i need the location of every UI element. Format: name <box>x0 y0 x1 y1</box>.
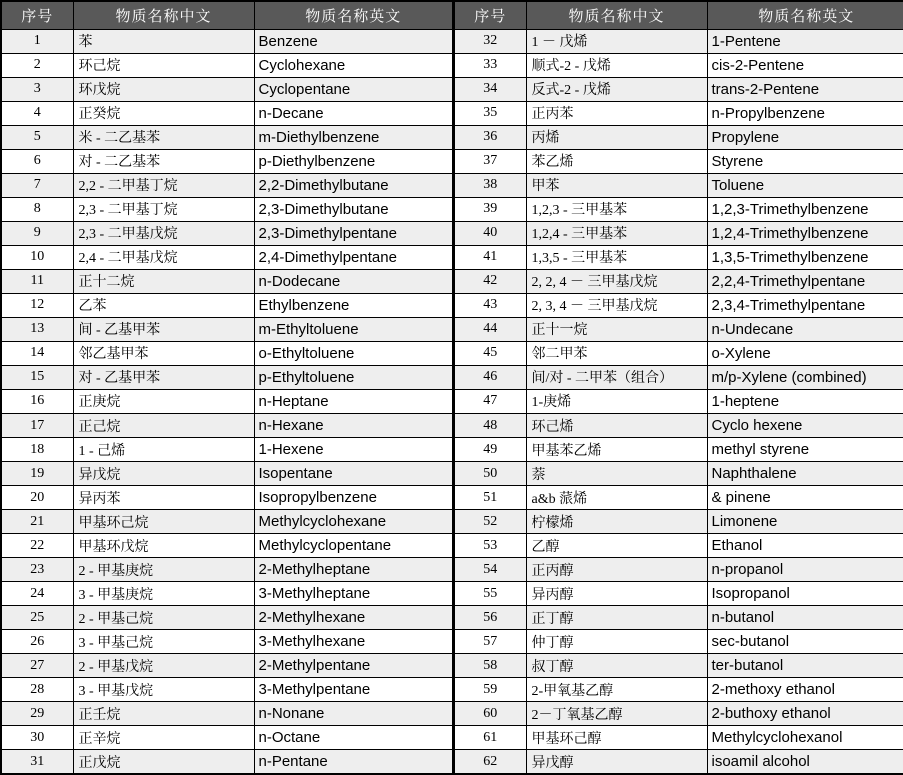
row-number-cell: 16 <box>1 389 73 413</box>
row-number-cell: 2 <box>1 53 73 77</box>
row-number-cell: 20 <box>1 486 73 510</box>
cn-name-cell: 环戊烷 <box>73 77 254 101</box>
row-number-cell: 14 <box>1 341 73 365</box>
header-row <box>454 1 903 29</box>
en-name-cell: Methylcyclohexane <box>254 510 453 534</box>
table-row <box>454 101 903 125</box>
cn-name-cell: 苯 <box>73 29 254 53</box>
cn-name-cell: 2,4 - 二甲基戊烷 <box>73 245 254 269</box>
table-row <box>454 558 903 582</box>
en-name-cell: Isopropanol <box>707 582 903 606</box>
en-name-cell: 2-Methylheptane <box>254 558 453 582</box>
table-row <box>1 221 453 245</box>
table-row <box>454 245 903 269</box>
row-number-cell: 59 <box>454 678 526 702</box>
cn-name-cell: 叔丁醇 <box>526 654 707 678</box>
en-name-cell: Ethanol <box>707 534 903 558</box>
row-number-cell: 39 <box>454 197 526 221</box>
cn-name-cell: 1,2,4 - 三甲基苯 <box>526 221 707 245</box>
en-name-cell: n-Propylbenzene <box>707 101 903 125</box>
table-row <box>1 173 453 197</box>
en-name-cell: Limonene <box>707 510 903 534</box>
row-number-cell: 32 <box>454 29 526 53</box>
row-number-cell: 55 <box>454 582 526 606</box>
row-number-cell: 37 <box>454 149 526 173</box>
en-name-cell: 1,3,5-Trimethylbenzene <box>707 245 903 269</box>
cn-name-cell: 环己烷 <box>73 53 254 77</box>
row-number-cell: 58 <box>454 654 526 678</box>
en-name-cell: Methylcyclopentane <box>254 534 453 558</box>
row-number-cell: 34 <box>454 77 526 101</box>
en-name-cell: Isopentane <box>254 462 453 486</box>
cn-name-cell: 异丙醇 <box>526 582 707 606</box>
table-row <box>1 77 453 101</box>
cn-name-cell: 正庚烷 <box>73 389 254 413</box>
row-number-cell: 41 <box>454 245 526 269</box>
row-number-cell: 48 <box>454 414 526 438</box>
row-number-cell: 9 <box>1 221 73 245</box>
row-number-cell: 47 <box>454 389 526 413</box>
table-row <box>1 486 453 510</box>
en-name-cell: 2,4-Dimethylpentane <box>254 245 453 269</box>
cn-name-cell: 正丁醇 <box>526 606 707 630</box>
table-row <box>1 149 453 173</box>
row-number-cell: 53 <box>454 534 526 558</box>
cn-name-cell: 邻二甲苯 <box>526 341 707 365</box>
row-number-cell: 7 <box>1 173 73 197</box>
en-name-cell: 2-buthoxy ethanol <box>707 702 903 726</box>
en-name-cell: 1,2,4-Trimethylbenzene <box>707 221 903 245</box>
en-name-cell: Cyclopentane <box>254 77 453 101</box>
table-row <box>454 293 903 317</box>
cn-name-cell: 2 - 甲基己烷 <box>73 606 254 630</box>
en-name-cell: Cyclo hexene <box>707 414 903 438</box>
row-number-cell: 51 <box>454 486 526 510</box>
table-row <box>454 221 903 245</box>
cn-name-cell: 正己烷 <box>73 414 254 438</box>
row-number-cell: 54 <box>454 558 526 582</box>
row-number-cell: 4 <box>1 101 73 125</box>
cn-name-cell: 1,2,3 - 三甲基苯 <box>526 197 707 221</box>
row-number-cell: 1 <box>1 29 73 53</box>
table-row <box>1 101 453 125</box>
table-row <box>1 750 453 774</box>
cn-name-cell: 2－丁氧基乙醇 <box>526 702 707 726</box>
table-row <box>1 293 453 317</box>
row-number-cell: 13 <box>1 317 73 341</box>
cn-name-cell: 异丙苯 <box>73 486 254 510</box>
header-row <box>1 1 453 29</box>
en-name-cell: n-Hexane <box>254 414 453 438</box>
table-row <box>454 149 903 173</box>
cn-name-cell: 正丙醇 <box>526 558 707 582</box>
table-row <box>1 558 453 582</box>
row-number-cell: 15 <box>1 365 73 389</box>
table-row <box>454 654 903 678</box>
en-name-cell: 1-Pentene <box>707 29 903 53</box>
table-row <box>454 702 903 726</box>
cn-name-cell: 仲丁醇 <box>526 630 707 654</box>
table-row <box>454 582 903 606</box>
cn-name-cell: 1 - 己烯 <box>73 438 254 462</box>
table-row <box>1 125 453 149</box>
table-row <box>454 53 903 77</box>
row-number-cell: 12 <box>1 293 73 317</box>
row-number-cell: 61 <box>454 726 526 750</box>
en-name-cell: Propylene <box>707 125 903 149</box>
table-row <box>454 462 903 486</box>
row-number-cell: 49 <box>454 438 526 462</box>
table-row <box>454 77 903 101</box>
table-row <box>454 317 903 341</box>
row-number-cell: 43 <box>454 293 526 317</box>
table-row <box>454 486 903 510</box>
row-number-cell: 40 <box>454 221 526 245</box>
cn-name-cell: 2, 2, 4 － 三甲基戊烷 <box>526 269 707 293</box>
column-header-cn: 物质名称中文 <box>526 1 707 29</box>
table-row <box>1 534 453 558</box>
cn-name-cell: 1-庚烯 <box>526 389 707 413</box>
table-row <box>454 438 903 462</box>
table-row <box>1 438 453 462</box>
cn-name-cell: 环己烯 <box>526 414 707 438</box>
cn-name-cell: 米 - 二乙基苯 <box>73 125 254 149</box>
cn-name-cell: 1 － 戊烯 <box>526 29 707 53</box>
column-header-no: 序号 <box>454 1 526 29</box>
en-name-cell: 3-Methylheptane <box>254 582 453 606</box>
row-number-cell: 5 <box>1 125 73 149</box>
table-row <box>454 125 903 149</box>
row-number-cell: 44 <box>454 317 526 341</box>
row-number-cell: 6 <box>1 149 73 173</box>
table-row <box>454 534 903 558</box>
table-row <box>1 197 453 221</box>
row-number-cell: 11 <box>1 269 73 293</box>
cn-name-cell: 邻乙基甲苯 <box>73 341 254 365</box>
en-name-cell: isoamil alcohol <box>707 750 903 774</box>
row-number-cell: 24 <box>1 582 73 606</box>
cn-name-cell: 异戊烷 <box>73 462 254 486</box>
row-number-cell: 52 <box>454 510 526 534</box>
cn-name-cell: 乙苯 <box>73 293 254 317</box>
cn-name-cell: 丙烯 <box>526 125 707 149</box>
row-number-cell: 30 <box>1 726 73 750</box>
cn-name-cell: 正辛烷 <box>73 726 254 750</box>
row-number-cell: 8 <box>1 197 73 221</box>
row-number-cell: 10 <box>1 245 73 269</box>
row-number-cell: 18 <box>1 438 73 462</box>
en-name-cell: sec-butanol <box>707 630 903 654</box>
cn-name-cell: 2 - 甲基戊烷 <box>73 654 254 678</box>
en-name-cell: Cyclohexane <box>254 53 453 77</box>
table-row <box>454 341 903 365</box>
row-number-cell: 26 <box>1 630 73 654</box>
cn-name-cell: a&b 蒎烯 <box>526 486 707 510</box>
table-row <box>1 414 453 438</box>
column-header-cn: 物质名称中文 <box>73 1 254 29</box>
cn-name-cell: 乙醇 <box>526 534 707 558</box>
table-row <box>1 317 453 341</box>
table-row <box>1 510 453 534</box>
cn-name-cell: 正十一烷 <box>526 317 707 341</box>
cn-name-cell: 3 - 甲基庚烷 <box>73 582 254 606</box>
en-name-cell: n-butanol <box>707 606 903 630</box>
table-row <box>454 269 903 293</box>
cn-name-cell: 萘 <box>526 462 707 486</box>
en-name-cell: 3-Methylhexane <box>254 630 453 654</box>
en-name-cell: p-Ethyltoluene <box>254 365 453 389</box>
row-number-cell: 17 <box>1 414 73 438</box>
en-name-cell: m-Ethyltoluene <box>254 317 453 341</box>
en-name-cell: Ethylbenzene <box>254 293 453 317</box>
cn-name-cell: 正戊烷 <box>73 750 254 774</box>
en-name-cell: methyl styrene <box>707 438 903 462</box>
table-row <box>454 510 903 534</box>
cn-name-cell: 2, 3, 4 － 三甲基戊烷 <box>526 293 707 317</box>
row-number-cell: 19 <box>1 462 73 486</box>
table-row <box>1 726 453 750</box>
en-name-cell: 2,2,4-Trimethylpentane <box>707 269 903 293</box>
cn-name-cell: 甲基苯乙烯 <box>526 438 707 462</box>
column-header-no: 序号 <box>1 1 73 29</box>
table-row <box>454 750 903 774</box>
cn-name-cell: 2,3 - 二甲基丁烷 <box>73 197 254 221</box>
table-row <box>1 29 453 53</box>
cn-name-cell: 正壬烷 <box>73 702 254 726</box>
cn-name-cell: 甲基环己烷 <box>73 510 254 534</box>
en-name-cell: p-Diethylbenzene <box>254 149 453 173</box>
substance-table-right <box>453 0 903 775</box>
table-row <box>1 341 453 365</box>
table-row <box>454 197 903 221</box>
row-number-cell: 29 <box>1 702 73 726</box>
en-name-cell: Styrene <box>707 149 903 173</box>
row-number-cell: 25 <box>1 606 73 630</box>
row-number-cell: 57 <box>454 630 526 654</box>
row-number-cell: 56 <box>454 606 526 630</box>
row-number-cell: 21 <box>1 510 73 534</box>
row-number-cell: 35 <box>454 101 526 125</box>
en-name-cell: 1-heptene <box>707 389 903 413</box>
table-row <box>1 365 453 389</box>
en-name-cell: n-Pentane <box>254 750 453 774</box>
en-name-cell: 2,3-Dimethylpentane <box>254 221 453 245</box>
en-name-cell: Methylcyclohexanol <box>707 726 903 750</box>
en-name-cell: 2-Methylhexane <box>254 606 453 630</box>
table-row <box>1 245 453 269</box>
en-name-cell: 3-Methylpentane <box>254 678 453 702</box>
cn-name-cell: 1,3,5 - 三甲基苯 <box>526 245 707 269</box>
cn-name-cell: 甲苯 <box>526 173 707 197</box>
en-name-cell: n-Decane <box>254 101 453 125</box>
en-name-cell: Benzene <box>254 29 453 53</box>
row-number-cell: 45 <box>454 341 526 365</box>
en-name-cell: n-Nonane <box>254 702 453 726</box>
row-number-cell: 22 <box>1 534 73 558</box>
row-number-cell: 3 <box>1 77 73 101</box>
cn-name-cell: 2,2 - 二甲基丁烷 <box>73 173 254 197</box>
row-number-cell: 62 <box>454 750 526 774</box>
cn-name-cell: 正十二烷 <box>73 269 254 293</box>
row-number-cell: 36 <box>454 125 526 149</box>
table-row <box>454 389 903 413</box>
table-row <box>1 702 453 726</box>
table-row <box>1 606 453 630</box>
en-name-cell: 2,3,4-Trimethylpentane <box>707 293 903 317</box>
en-name-cell: Toluene <box>707 173 903 197</box>
en-name-cell: n-propanol <box>707 558 903 582</box>
en-name-cell: m/p-Xylene (combined) <box>707 365 903 389</box>
en-name-cell: Isopropylbenzene <box>254 486 453 510</box>
row-number-cell: 31 <box>1 750 73 774</box>
row-number-cell: 38 <box>454 173 526 197</box>
row-number-cell: 28 <box>1 678 73 702</box>
en-name-cell: m-Diethylbenzene <box>254 125 453 149</box>
cn-name-cell: 对 - 乙基甲苯 <box>73 365 254 389</box>
cn-name-cell: 3 - 甲基戊烷 <box>73 678 254 702</box>
en-name-cell: 2-Methylpentane <box>254 654 453 678</box>
row-number-cell: 50 <box>454 462 526 486</box>
cn-name-cell: 间 - 乙基甲苯 <box>73 317 254 341</box>
table-row <box>454 365 903 389</box>
cn-name-cell: 柠檬烯 <box>526 510 707 534</box>
en-name-cell: trans-2-Pentene <box>707 77 903 101</box>
table-row <box>454 414 903 438</box>
table-row <box>1 582 453 606</box>
table-row <box>1 462 453 486</box>
table-row <box>1 654 453 678</box>
table-row <box>1 389 453 413</box>
en-name-cell: 2,2-Dimethylbutane <box>254 173 453 197</box>
cn-name-cell: 对 - 二乙基苯 <box>73 149 254 173</box>
cn-name-cell: 甲基环戊烷 <box>73 534 254 558</box>
en-name-cell: ter-butanol <box>707 654 903 678</box>
cn-name-cell: 苯乙烯 <box>526 149 707 173</box>
en-name-cell: & pinene <box>707 486 903 510</box>
table-row <box>454 726 903 750</box>
table-row <box>454 678 903 702</box>
en-name-cell: 2-methoxy ethanol <box>707 678 903 702</box>
cn-name-cell: 顺式-2 - 戊烯 <box>526 53 707 77</box>
column-header-en: 物质名称英文 <box>707 1 903 29</box>
table-row <box>1 630 453 654</box>
en-name-cell: 1,2,3-Trimethylbenzene <box>707 197 903 221</box>
cn-name-cell: 2,3 - 二甲基戊烷 <box>73 221 254 245</box>
cn-name-cell: 正癸烷 <box>73 101 254 125</box>
cn-name-cell: 正丙苯 <box>526 101 707 125</box>
en-name-cell: n-Octane <box>254 726 453 750</box>
table-row <box>454 173 903 197</box>
column-header-en: 物质名称英文 <box>254 1 453 29</box>
cn-name-cell: 2 - 甲基庚烷 <box>73 558 254 582</box>
table-row <box>454 630 903 654</box>
table-row <box>454 29 903 53</box>
cn-name-cell: 间/对 - 二甲苯（组合） <box>526 365 707 389</box>
table-row <box>1 678 453 702</box>
en-name-cell: 2,3-Dimethylbutane <box>254 197 453 221</box>
table-row <box>1 53 453 77</box>
cn-name-cell: 反式-2 - 戊烯 <box>526 77 707 101</box>
en-name-cell: o-Ethyltoluene <box>254 341 453 365</box>
cn-name-cell: 2-甲氧基乙醇 <box>526 678 707 702</box>
en-name-cell: Naphthalene <box>707 462 903 486</box>
row-number-cell: 23 <box>1 558 73 582</box>
row-number-cell: 33 <box>454 53 526 77</box>
table-row <box>454 606 903 630</box>
en-name-cell: n-Undecane <box>707 317 903 341</box>
en-name-cell: n-Dodecane <box>254 269 453 293</box>
en-name-cell: o-Xylene <box>707 341 903 365</box>
en-name-cell: cis-2-Pentene <box>707 53 903 77</box>
en-name-cell: 1-Hexene <box>254 438 453 462</box>
cn-name-cell: 异戊醇 <box>526 750 707 774</box>
cn-name-cell: 3 - 甲基己烷 <box>73 630 254 654</box>
table-row <box>1 269 453 293</box>
en-name-cell: n-Heptane <box>254 389 453 413</box>
row-number-cell: 46 <box>454 365 526 389</box>
row-number-cell: 27 <box>1 654 73 678</box>
cn-name-cell: 甲基环己醇 <box>526 726 707 750</box>
row-number-cell: 42 <box>454 269 526 293</box>
row-number-cell: 60 <box>454 702 526 726</box>
